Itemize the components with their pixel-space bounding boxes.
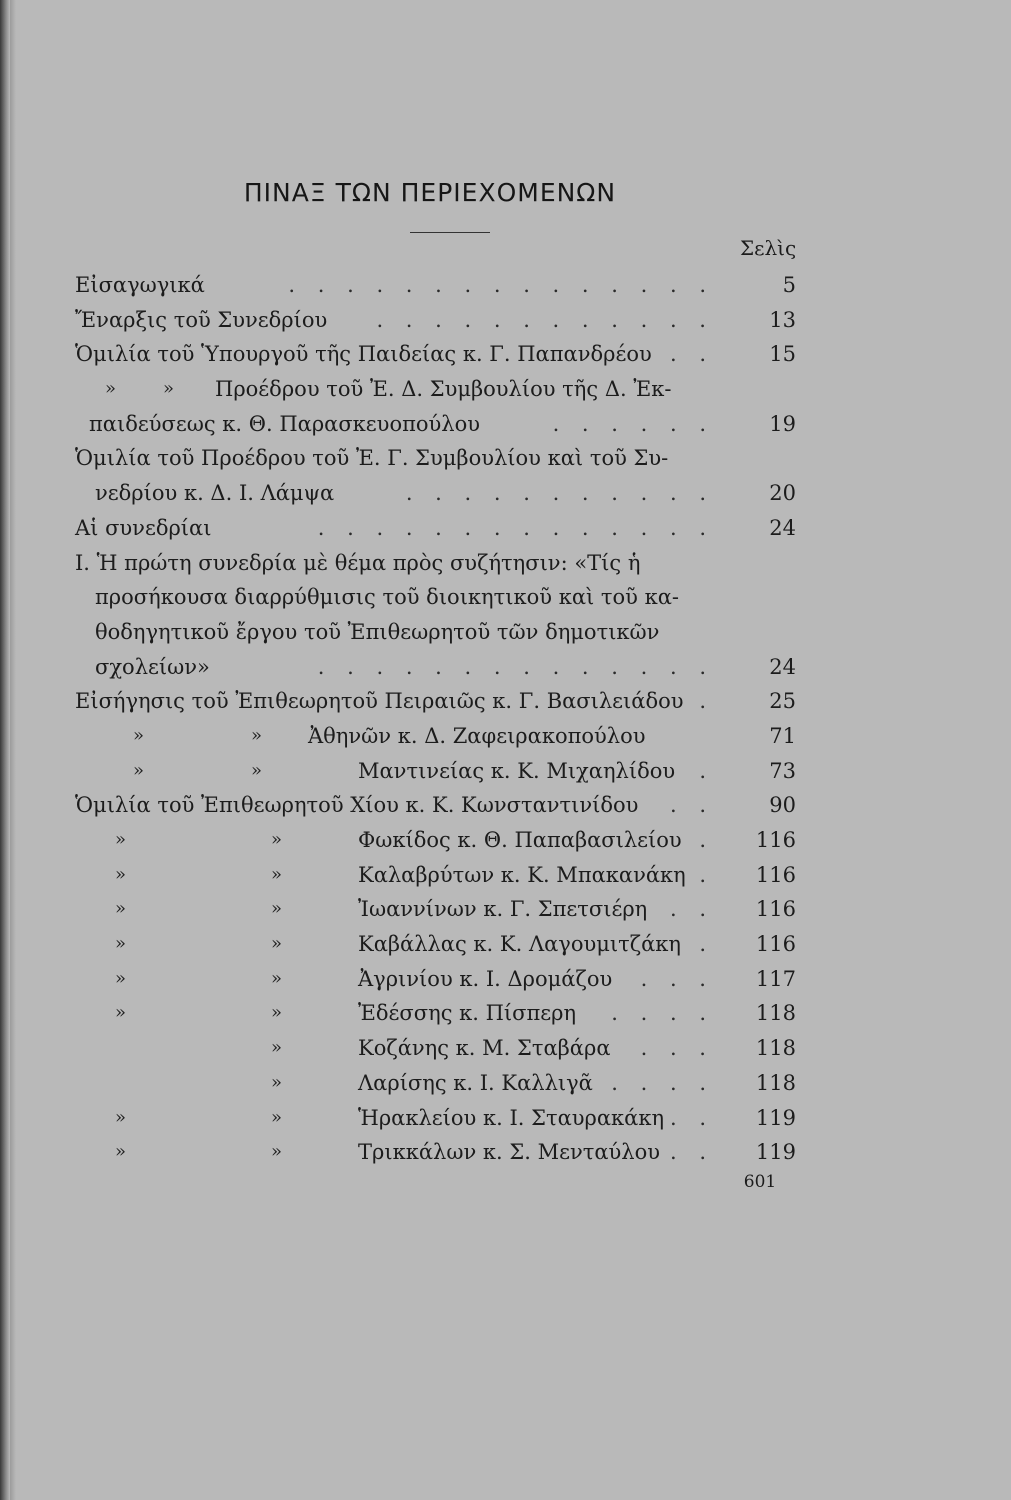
toc-page-number: 25: [769, 689, 796, 714]
ditto-mark: »: [251, 759, 263, 781]
toc-entry-text: προσήκουσα διαρρύθμισις τοῦ διοικητικοῦ καὶ τοῦ κα-: [95, 585, 680, 610]
ditto-mark: »: [271, 933, 283, 955]
toc-entry-text: Ἰωαννίνων κ. Γ. Σπετσιέρη: [358, 897, 648, 922]
toc-page-number: 116: [755, 897, 796, 922]
toc-entry-text: Ἀθηνῶν κ. Δ. Ζαφειρακοπούλου: [308, 723, 646, 748]
dot-leader: . .: [669, 342, 714, 367]
toc-row: [75, 754, 796, 789]
toc-page-number: 116: [755, 862, 796, 887]
toc-page-number: 116: [755, 828, 796, 852]
dot-leader: . . . . . . . . . . . . . .: [317, 654, 714, 679]
toc-row: [75, 1066, 796, 1101]
toc-entry-text: Αἱ συνεδρίαι: [75, 515, 212, 540]
toc-row: [75, 268, 796, 303]
dot-leader: . . .: [640, 1036, 714, 1061]
toc-row: [75, 788, 796, 823]
toc-row: [75, 858, 796, 893]
toc-page-number: 119: [755, 1105, 796, 1130]
toc-row: [75, 615, 796, 650]
scan-edge-shadow: [10, 0, 16, 1500]
ditto-mark: »: [105, 378, 117, 400]
ditto-mark: »: [115, 898, 127, 920]
toc-row: [75, 927, 796, 962]
ditto-mark: »: [271, 863, 283, 885]
toc-entry-text: Κοζάνης κ. Μ. Σταβάρα: [358, 1036, 611, 1061]
ditto-mark: »: [271, 1071, 283, 1093]
toc-page-number: 116: [755, 932, 796, 957]
dot-leader: .: [699, 862, 714, 887]
ditto-mark: »: [115, 1106, 127, 1128]
toc-row: [75, 892, 796, 927]
toc-row: [75, 407, 796, 442]
toc-page-number: 90: [769, 793, 796, 818]
toc-row: [75, 511, 796, 546]
toc-page-number: 118: [755, 1070, 796, 1095]
dot-leader: .: [699, 758, 714, 783]
toc-entry-text: Ὁμιλία τοῦ Προέδρου τοῦ Ἐ. Γ. Συμβουλίου καὶ τοῦ Συ-: [75, 446, 669, 471]
ditto-mark: »: [271, 1037, 283, 1059]
toc-entry-text: Καλαβρύτων κ. Κ. Μπακανάκη: [358, 862, 686, 887]
toc-row: [75, 303, 796, 338]
ditto-mark: »: [115, 863, 127, 885]
dot-leader: . . . . . . . . . . . .: [376, 307, 714, 332]
ditto-mark: »: [133, 724, 145, 746]
dot-leader: . .: [669, 1105, 714, 1130]
dot-leader: . . . . . .: [552, 411, 714, 436]
ditto-mark: »: [271, 967, 283, 989]
toc-row: [75, 580, 796, 615]
page-column-header: Σελὶς: [740, 236, 797, 260]
dot-leader: .: [699, 932, 714, 957]
table-of-contents: [75, 268, 796, 1170]
toc-entry-text: Λαρίσης κ. Ι. Καλλιγᾶ: [358, 1070, 593, 1095]
toc-page-number: 71: [769, 723, 796, 748]
toc-entry-text: I. Ἡ πρώτη συνεδρία μὲ θέμα πρὸς συζήτησιν: «Τίς ἡ: [75, 550, 641, 575]
toc-page-number: 118: [755, 1036, 796, 1061]
ditto-mark: »: [133, 759, 145, 781]
dot-leader: .: [699, 828, 714, 852]
ditto-mark: »: [271, 1141, 283, 1163]
toc-entry-text: Προέδρου τοῦ Ἐ. Δ. Συμβουλίου τῆς Δ. Ἐκ-: [215, 377, 672, 402]
toc-row: [75, 1101, 796, 1136]
ditto-mark: »: [115, 1141, 127, 1163]
ditto-mark: »: [251, 724, 263, 746]
title-rule: [410, 232, 490, 233]
toc-page-number: 24: [769, 515, 796, 540]
toc-page-number: 5: [782, 273, 796, 297]
toc-row: [75, 650, 796, 685]
toc-row: [75, 719, 796, 754]
toc-entry-text: παιδεύσεως κ. Θ. Παρασκευοπούλου: [89, 411, 481, 436]
toc-row: [75, 476, 796, 511]
toc-page-number: 119: [755, 1140, 796, 1165]
ditto-mark: »: [115, 829, 127, 850]
toc-row: [75, 1031, 796, 1066]
toc-entry-text: Τρικκάλων κ. Σ. Μενταύλου: [358, 1140, 660, 1165]
dot-leader: . . .: [640, 966, 714, 991]
toc-page-number: 24: [769, 654, 796, 679]
toc-row: [75, 372, 796, 407]
toc-page-number: 13: [769, 307, 796, 332]
ditto-mark: »: [271, 1002, 283, 1024]
dot-leader: . .: [669, 793, 714, 818]
dot-leader: . . . .: [611, 1070, 714, 1095]
dot-leader: . . . . . . . . . . . . . . .: [288, 273, 714, 297]
toc-entry-text: Καβάλλας κ. Κ. Λαγουμιτζάκη: [358, 932, 682, 957]
ditto-mark: »: [271, 829, 283, 850]
toc-entry-text: Ἐδέσσης κ. Πίσπερη: [358, 1001, 577, 1026]
toc-row: [75, 441, 796, 476]
toc-row: [75, 823, 796, 858]
toc-page-number: 73: [769, 758, 796, 783]
ditto-mark: »: [271, 1106, 283, 1128]
dot-leader: .: [699, 689, 714, 714]
toc-row: [75, 996, 796, 1031]
toc-entry-text: Ἔναρξις τοῦ Συνεδρίου: [75, 307, 328, 332]
dot-leader: . .: [669, 897, 714, 922]
toc-entry-text: Μαντινείας κ. Κ. Μιχαηλίδου: [358, 758, 676, 783]
dot-leader: . . . . . . . . . . . . . .: [317, 515, 714, 540]
toc-entry-text: θοδηγητικοῦ ἔργου τοῦ Ἐπιθεωρητοῦ τῶν δημοτικῶν: [95, 619, 660, 644]
ditto-mark: »: [271, 898, 283, 920]
toc-page-number: 19: [769, 411, 796, 436]
toc-row: [75, 962, 796, 997]
toc-row: [75, 546, 796, 581]
toc-row: [75, 684, 796, 719]
ditto-mark: »: [115, 933, 127, 955]
toc-entry-text: Εἰσήγησις τοῦ Ἐπιθεωρητοῦ Πειραιῶς κ. Γ. Βασιλειάδου: [75, 689, 684, 714]
dot-leader: . .: [669, 1140, 714, 1165]
toc-entry-text: νεδρίου κ. Δ. Ι. Λάμψα: [95, 481, 335, 506]
toc-page-number: 118: [755, 1001, 796, 1026]
toc-page-number: 15: [769, 342, 796, 367]
page-number: 601: [743, 1172, 777, 1192]
toc-page-number: 20: [769, 481, 796, 506]
toc-entry-text: Ἀγρινίου κ. Ι. Δρομάζου: [358, 966, 613, 991]
toc-entry-text: Εἰσαγωγικά: [75, 273, 205, 297]
toc-entry-text: σχολείων»: [95, 654, 210, 679]
page-title: ΠΙΝΑΞ ΤΩΝ ΠΕΡΙΕΧΟΜΕΝΩΝ: [243, 178, 617, 207]
ditto-mark: »: [115, 1002, 127, 1024]
toc-entry-text: Ἡρακλείου κ. Ι. Σταυρακάκη: [358, 1105, 665, 1130]
toc-entry-text: Ὁμιλία τοῦ Ἐπιθεωρητοῦ Χίου κ. Κ. Κωνσταντινίδου: [75, 793, 639, 818]
toc-row: [75, 337, 796, 372]
toc-entry-text: Ὁμιλία τοῦ Ὑπουργοῦ τῆς Παιδείας κ. Γ. Παπανδρέου: [75, 342, 652, 367]
toc-page-number: 117: [755, 966, 796, 991]
ditto-mark: »: [163, 378, 175, 400]
dot-leader: . . . . . . . . . . .: [405, 481, 714, 506]
toc-entry-text: Φωκίδος κ. Θ. Παπαβασιλείου: [358, 828, 682, 852]
ditto-mark: »: [115, 967, 127, 989]
dot-leader: . . . .: [611, 1001, 714, 1026]
scan-edge: [0, 0, 10, 1500]
toc-row: [75, 1135, 796, 1170]
